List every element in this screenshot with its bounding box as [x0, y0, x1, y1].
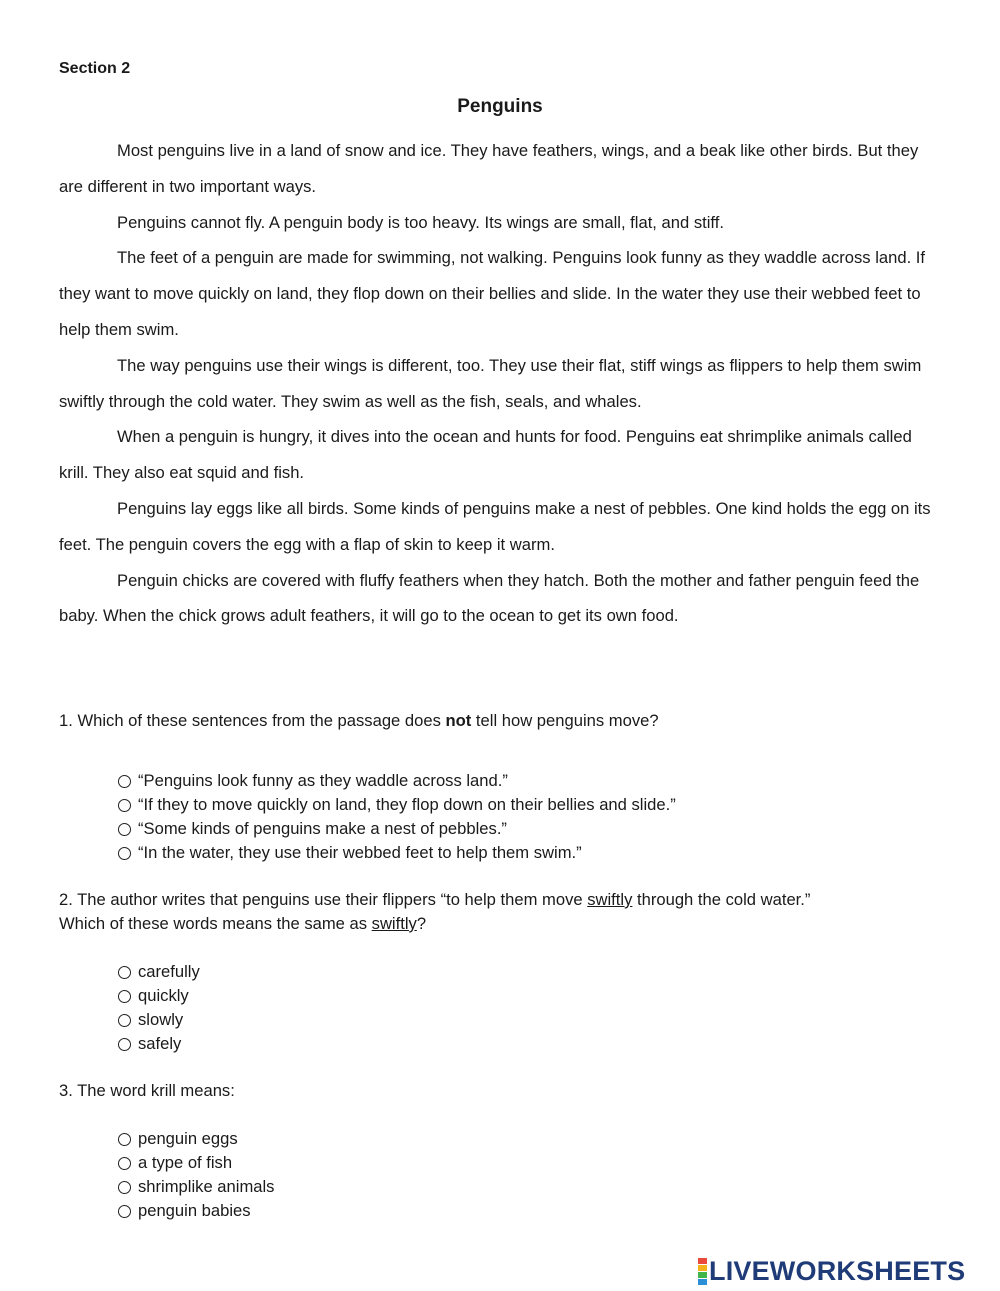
question-text: tell how penguins move?	[471, 711, 659, 730]
paragraph: Most penguins live in a land of snow and ice. They have feathers, wings, and a beak like other birds. But they are different in two important ways.	[59, 141, 919, 196]
option-label: “Penguins look funny as they waddle across land.”	[138, 771, 508, 790]
option-label: “Some kinds of penguins make a nest of pebbles.”	[138, 819, 507, 838]
answer-option[interactable]	[118, 984, 938, 1008]
option-label: slowly	[138, 1010, 184, 1029]
radio-button[interactable]	[118, 1014, 131, 1027]
question-3: 3. The word krill means:	[59, 1081, 235, 1100]
question-1-options	[118, 769, 938, 865]
radio-button[interactable]	[118, 1038, 131, 1051]
radio-button[interactable]	[118, 966, 131, 979]
question-text: through the cold water.”	[632, 890, 811, 909]
question-3-options	[118, 1127, 938, 1223]
radio-button[interactable]	[118, 1157, 131, 1170]
radio-button[interactable]	[118, 1133, 131, 1146]
radio-button[interactable]	[118, 823, 131, 836]
option-label: penguin eggs	[138, 1129, 238, 1148]
question-1	[59, 709, 939, 733]
question-text: 2. The author writes that penguins use their flippers “to help them move	[59, 890, 588, 909]
option-label: safely	[138, 1034, 182, 1053]
answer-option[interactable]	[118, 793, 938, 817]
radio-button[interactable]	[118, 847, 131, 860]
underlined-word: swiftly	[587, 890, 633, 909]
option-label: shrimplike animals	[138, 1177, 275, 1196]
option-label: carefully	[138, 962, 200, 981]
paragraph: The feet of a penguin are made for swimming, not walking. Penguins look funny as they waddle across land. If they want to move quickly on land, they flop down on their bellies and slide. In the water they use their webbed feet to help them swim.	[59, 248, 926, 339]
paragraph: Penguins cannot fly. A penguin body is too heavy. Its wings are small, flat, and stiff.	[117, 212, 724, 232]
answer-option[interactable]	[118, 1032, 938, 1056]
question-text: ?	[416, 914, 427, 933]
paragraph: When a penguin is hungry, it dives into the ocean and hunts for food. Penguins eat shrimplike animals called krill. They also eat squid and fish.	[59, 427, 912, 483]
paragraph: Penguins lay eggs like all birds. Some kinds of penguins make a nest of pebbles. One kind holds the egg on its feet. The penguin covers the egg with a flap of skin to keep it warm.	[59, 498, 931, 554]
logo-text: LIVEWORKSHEETS	[709, 1255, 966, 1286]
option-label: “In the water, they use their webbed feet to help them swim.”	[138, 843, 582, 862]
answer-option[interactable]	[118, 1175, 938, 1199]
section-label: Section 2	[59, 60, 131, 77]
radio-button[interactable]	[118, 799, 131, 812]
question-2	[59, 888, 939, 936]
option-label: quickly	[138, 986, 189, 1005]
question-text: 1. Which of these sentences from the passage does	[59, 711, 446, 730]
paragraph: Penguin chicks are covered with fluffy feathers when they hatch. Both the mother and father penguin feed the baby. When the chick grows adult feathers, it will go to the ocean to get its own food.	[59, 570, 920, 626]
question-2-options	[118, 960, 938, 1056]
logo-icon	[698, 1258, 707, 1285]
answer-option[interactable]	[118, 960, 938, 984]
option-label: a type of fish	[138, 1153, 233, 1172]
answer-option[interactable]	[118, 1151, 938, 1175]
passage	[59, 133, 939, 634]
answer-option[interactable]	[118, 841, 938, 865]
underlined-word: swiftly	[371, 914, 417, 933]
radio-button[interactable]	[118, 775, 131, 788]
answer-option[interactable]	[118, 1199, 938, 1223]
radio-button[interactable]	[118, 1181, 131, 1194]
answer-option[interactable]	[118, 769, 938, 793]
question-emphasis: not	[445, 711, 472, 730]
option-label: penguin babies	[138, 1201, 251, 1220]
answer-option[interactable]	[118, 1008, 938, 1032]
question-text: Which of these words means the same as	[59, 914, 372, 933]
radio-button[interactable]	[118, 1205, 131, 1218]
answer-option[interactable]	[118, 1127, 938, 1151]
paragraph: The way penguins use their wings is different, too. They use their flat, stiff wings as flippers to help them swim swiftly through the cold water. They swim as well as the fish, seals, and whales.	[59, 355, 922, 411]
liveworksheets-logo	[698, 1255, 965, 1287]
radio-button[interactable]	[118, 990, 131, 1003]
option-label: “If they to move quickly on land, they flop down on their bellies and slide.”	[138, 795, 676, 814]
page-title: Penguins	[457, 96, 543, 117]
answer-option[interactable]	[118, 817, 938, 841]
